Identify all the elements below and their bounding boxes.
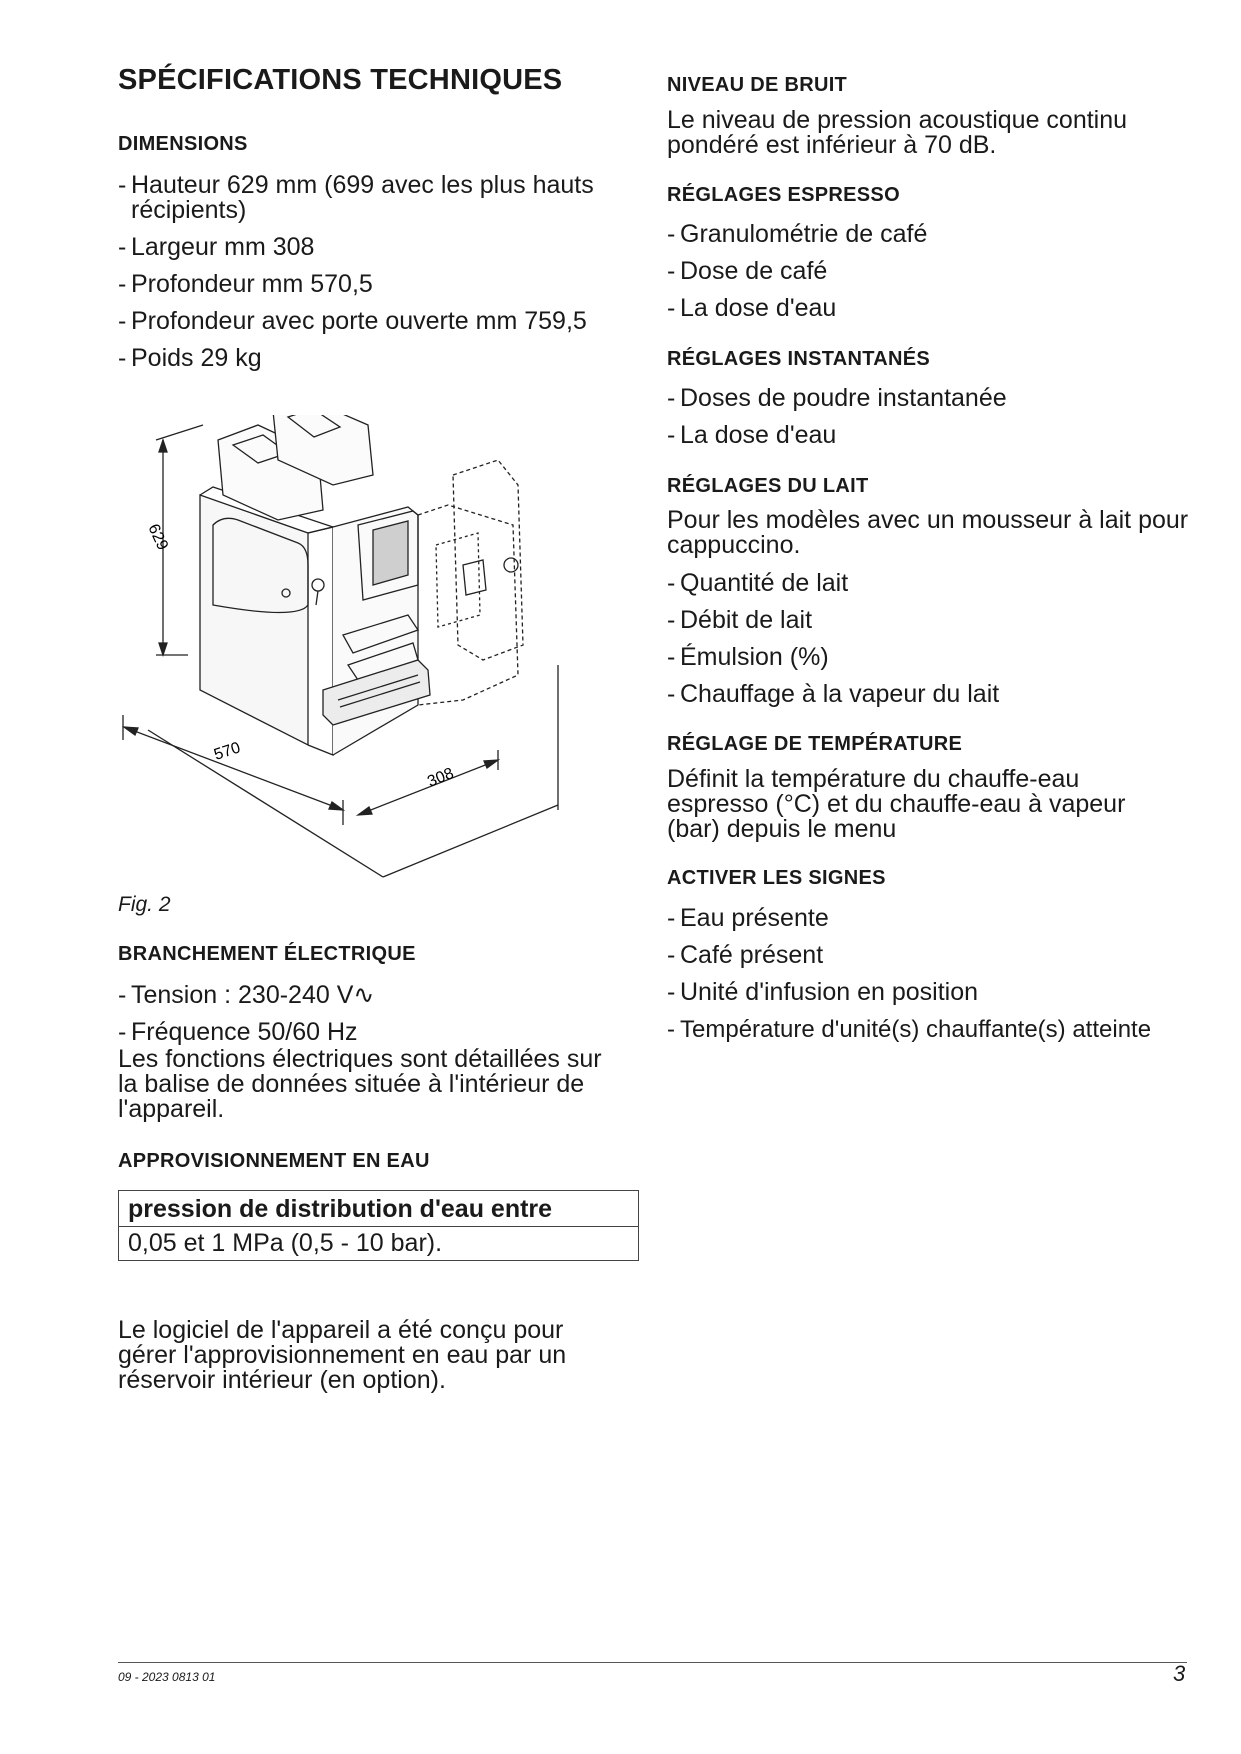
list-item: - Émulsion (%) [667,643,829,671]
dimensions-heading: DIMENSIONS [118,133,248,155]
list-item: - Granulométrie de café [667,220,928,248]
list-item: - Café présent [667,941,824,969]
noise-paragraph: Le niveau de pression acoustique continu pondéré est inférieur à 70 dB. [667,106,1128,159]
depth-dimension-label: 570 [211,739,243,764]
temperature-heading: RÉGLAGE DE TEMPÉRATURE [667,733,963,755]
list-item: - Unité d'infusion en position [667,978,979,1006]
page-title: SPÉCIFICATIONS TECHNIQUES [118,64,563,96]
list-item: - Température d'unité(s) chauffante(s) atteinte [667,1016,1152,1043]
list-item: - Tension : 230-240 V∿ [118,981,375,1009]
list-item: - Eau présente [667,904,829,932]
water-paragraph: Le logiciel de l'appareil a été conçu pour gérer l'approvisionnement en eau par un réservoir intérieur (en option). [118,1316,567,1394]
noise-heading: NIVEAU DE BRUIT [667,74,848,96]
document-code: 09 - 2023 0813 01 [118,1670,216,1684]
water-pressure-table [118,1190,639,1261]
list-item: - Hauteur 629 mm (699 avec les plus hauts récipients) [118,171,594,224]
list-item: - Chauffage à la vapeur du lait [667,680,1000,708]
list-item: - Débit de lait [667,606,813,634]
milk-paragraph: Pour les modèles avec un mousseur à lait pour cappuccino. [667,506,1189,559]
height-dimension-label: 629 [144,521,172,553]
machine-figure [118,415,598,885]
water-heading: APPROVISIONNEMENT EN EAU [118,1150,430,1172]
list-item: - Largeur mm 308 [118,233,315,261]
list-item: - La dose d'eau [667,294,837,322]
espresso-heading: RÉGLAGES ESPRESSO [667,184,900,206]
temperature-paragraph: Définit la température du chauffe-eau espresso (°C) et du chauffe-eau à vapeur (bar) depuis le menu [667,765,1126,843]
width-dimension-label: 308 [425,764,457,791]
list-item: - Profondeur avec porte ouverte mm 759,5 [118,307,587,335]
electrical-paragraph: Les fonctions électriques sont détaillées sur la balise de données située à l'intérieur de l'appareil. [118,1045,602,1123]
list-item: - Doses de poudre instantanée [667,384,1007,412]
list-item: - Poids 29 kg [118,344,262,372]
table-header-cell: pression de distribution d'eau entre [119,1191,639,1227]
electrical-heading: BRANCHEMENT ÉLECTRIQUE [118,943,416,965]
list-item: - La dose d'eau [667,421,837,449]
figure-caption: Fig. 2 [118,893,171,916]
signals-heading: ACTIVER LES SIGNES [667,867,886,889]
list-item: - Fréquence 50/60 Hz [118,1018,358,1046]
page-number: 3 [1173,1661,1186,1686]
instant-heading: RÉGLAGES INSTANTANÉS [667,348,931,370]
list-item: - Quantité de lait [667,569,849,597]
table-value-cell: 0,05 et 1 MPa (0,5 - 10 bar). [119,1227,639,1261]
list-item: - Dose de café [667,257,828,285]
footer-divider [118,1662,1187,1663]
list-item: - Profondeur mm 570,5 [118,270,373,298]
milk-heading: RÉGLAGES DU LAIT [667,475,869,497]
